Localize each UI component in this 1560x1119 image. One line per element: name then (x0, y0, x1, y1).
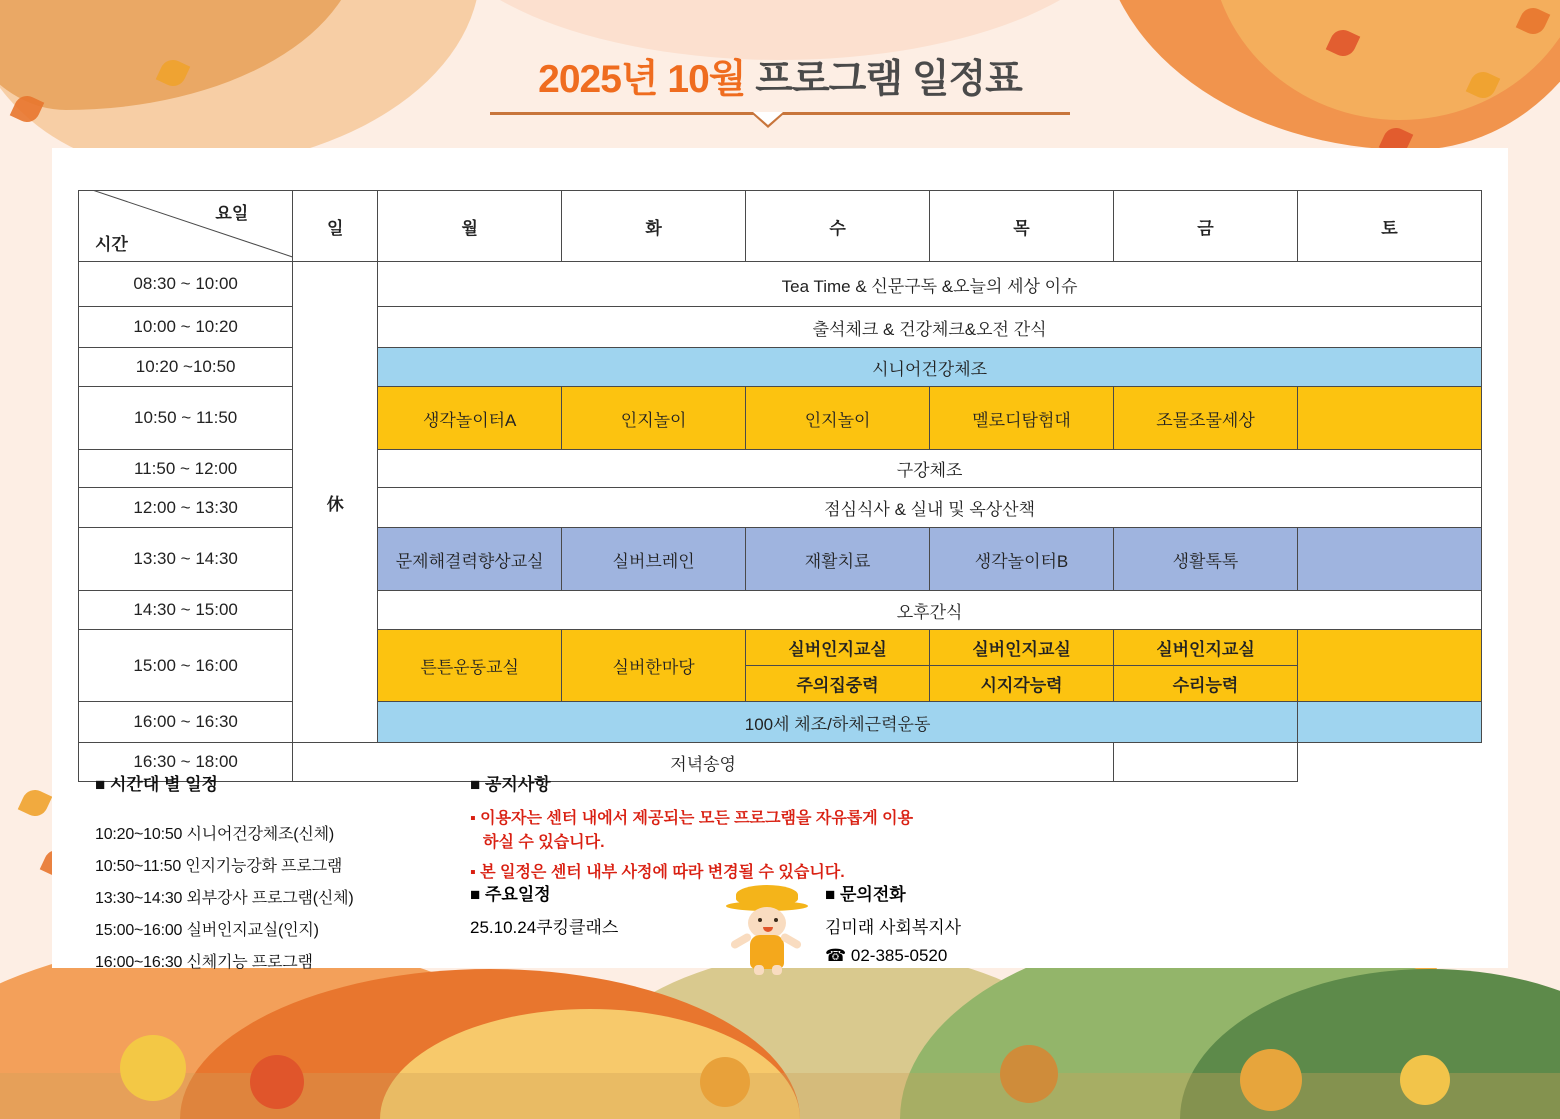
notice-section (470, 770, 1030, 891)
day-header-fri: 금 (1114, 191, 1298, 262)
main-schedule-section (470, 880, 618, 938)
schedule-table (78, 190, 1482, 782)
time-cell: 10:00 ~ 10:20 (79, 307, 293, 348)
day-header-tue: 화 (562, 191, 746, 262)
time-cell: 10:20 ~10:50 (79, 348, 293, 387)
program-cell-oral-exercise: 구강체조 (378, 450, 1482, 488)
program-cell: 멜로디탐험대 (930, 387, 1114, 450)
day-header-wed: 수 (746, 191, 930, 262)
notes-line: 16:00~16:30 신체기능 프로그램 (95, 954, 313, 971)
title-subject: 프로그램 일정표 (755, 58, 1022, 101)
day-header-mon: 월 (378, 191, 562, 262)
table-row (79, 348, 1482, 387)
notes-line: 13:30~14:30 외부강사 프로그램(신체) (95, 890, 354, 907)
program-subcell: 수리능력 (1114, 666, 1298, 702)
notice-heading: ■ 공지사항 (470, 775, 551, 794)
program-cell: 생각놀이터A (378, 387, 562, 450)
time-cell: 10:50 ~ 11:50 (79, 387, 293, 450)
program-cell-checkin: 출석체크 & 건강체크&오전 간식 (378, 307, 1482, 348)
notice-item-1-line2: 하실 수 있습니다. (483, 834, 605, 851)
contact-section (825, 880, 961, 974)
bg-ground-band (0, 1073, 1560, 1119)
table-row (79, 262, 1482, 307)
notice-item-1 (470, 807, 1030, 855)
program-subcell: 주의집중력 (746, 666, 930, 702)
tree-icon (120, 1035, 186, 1101)
program-cell-100se: 100세 체조/하체근력운동 (378, 702, 1298, 743)
contact-heading: ■ 문의전화 (825, 885, 906, 904)
contact-phone: ☎ 02-385-0520 (825, 946, 948, 965)
day-header-sat: 토 (1297, 191, 1481, 262)
time-schedule-notes (95, 770, 354, 981)
time-cell: 11:50 ~ 12:00 (79, 450, 293, 488)
program-cell: 재활치료 (746, 528, 930, 591)
main-schedule-value: 25.10.24쿠킹클래스 (470, 918, 619, 937)
contact-name: 김미래 사회복지사 (825, 918, 962, 937)
program-cell-empty (1297, 630, 1481, 702)
program-cell: 실버인지교실 (1114, 630, 1298, 666)
program-cell: 인지놀이 (562, 387, 746, 450)
day-header-thu: 목 (930, 191, 1114, 262)
time-cell: 16:00 ~ 16:30 (79, 702, 293, 743)
notice-item-1-line1: ▪ 이용자는 센터 내에서 제공되는 모든 프로그램을 자유롭게 이용 (470, 810, 914, 827)
table-row (79, 528, 1482, 591)
notice-item-2: ▪ 본 일정은 센터 내부 사정에 따라 변경될 수 있습니다. (470, 864, 845, 881)
page-title (0, 48, 1560, 104)
program-cell-evening-transport: 저녁송영 (293, 743, 1114, 782)
corner-day-label: 요일 (215, 204, 249, 223)
title-notch-inner (753, 112, 783, 125)
corner-header (79, 191, 293, 262)
notes-line: 15:00~16:00 실버인지교실(인지) (95, 922, 319, 939)
title-month: 2025년 10월 (538, 58, 756, 101)
program-cell-afternoon-snack: 오후간식 (378, 591, 1482, 630)
program-cell: 실버인지교실 (930, 630, 1114, 666)
table-header-row (79, 191, 1482, 262)
tree-icon (700, 1057, 750, 1107)
program-cell: 실버한마당 (562, 630, 746, 702)
program-cell-lunch: 점심식사 & 실내 및 옥상산책 (378, 488, 1482, 528)
sunday-rest-cell: 休 (293, 262, 378, 743)
time-cell: 15:00 ~ 16:00 (79, 630, 293, 702)
program-cell-empty (1297, 387, 1481, 450)
program-cell: 생활톡톡 (1114, 528, 1298, 591)
table-row (79, 450, 1482, 488)
time-cell: 16:30 ~ 18:00 (79, 743, 293, 782)
notes-line: 10:20~10:50 시니어건강체조(신체) (95, 826, 335, 843)
tree-icon (1000, 1045, 1058, 1103)
corner-time-label: 시간 (95, 235, 128, 254)
time-cell: 13:30 ~ 14:30 (79, 528, 293, 591)
program-cell: 튼튼운동교실 (378, 630, 562, 702)
program-cell: 생각놀이터B (930, 528, 1114, 591)
table-row (79, 307, 1482, 348)
time-cell: 08:30 ~ 10:00 (79, 262, 293, 307)
table-row (79, 387, 1482, 450)
mascot-icon (722, 885, 812, 975)
program-cell-empty (1114, 743, 1298, 782)
leaf-icon (18, 786, 53, 821)
day-header-sun: 일 (293, 191, 378, 262)
time-cell: 12:00 ~ 13:30 (79, 488, 293, 528)
program-cell: 인지놀이 (746, 387, 930, 450)
time-cell: 14:30 ~ 15:00 (79, 591, 293, 630)
program-cell: 문제해결력향상교실 (378, 528, 562, 591)
program-cell-empty (1297, 528, 1481, 591)
program-cell: 조물조물세상 (1114, 387, 1298, 450)
program-subcell: 시지각능력 (930, 666, 1114, 702)
table-row (79, 591, 1482, 630)
table-row (79, 488, 1482, 528)
program-cell-senior-gymnastics: 시니어건강체조 (378, 348, 1482, 387)
notes-heading: ■ 시간대 별 일정 (95, 775, 218, 794)
table-row (79, 630, 1482, 666)
program-cell: 실버인지교실 (746, 630, 930, 666)
notes-line: 10:50~11:50 인지기능강화 프로그램 (95, 858, 343, 875)
tree-icon (1240, 1049, 1302, 1111)
main-schedule-heading: ■ 주요일정 (470, 885, 551, 904)
program-cell: 실버브레인 (562, 528, 746, 591)
program-cell-teatime: Tea Time & 신문구독 &오늘의 세상 이슈 (378, 262, 1482, 307)
tree-icon (250, 1055, 304, 1109)
tree-icon (1400, 1055, 1450, 1105)
program-cell-empty (1297, 702, 1481, 743)
table-row (79, 702, 1482, 743)
